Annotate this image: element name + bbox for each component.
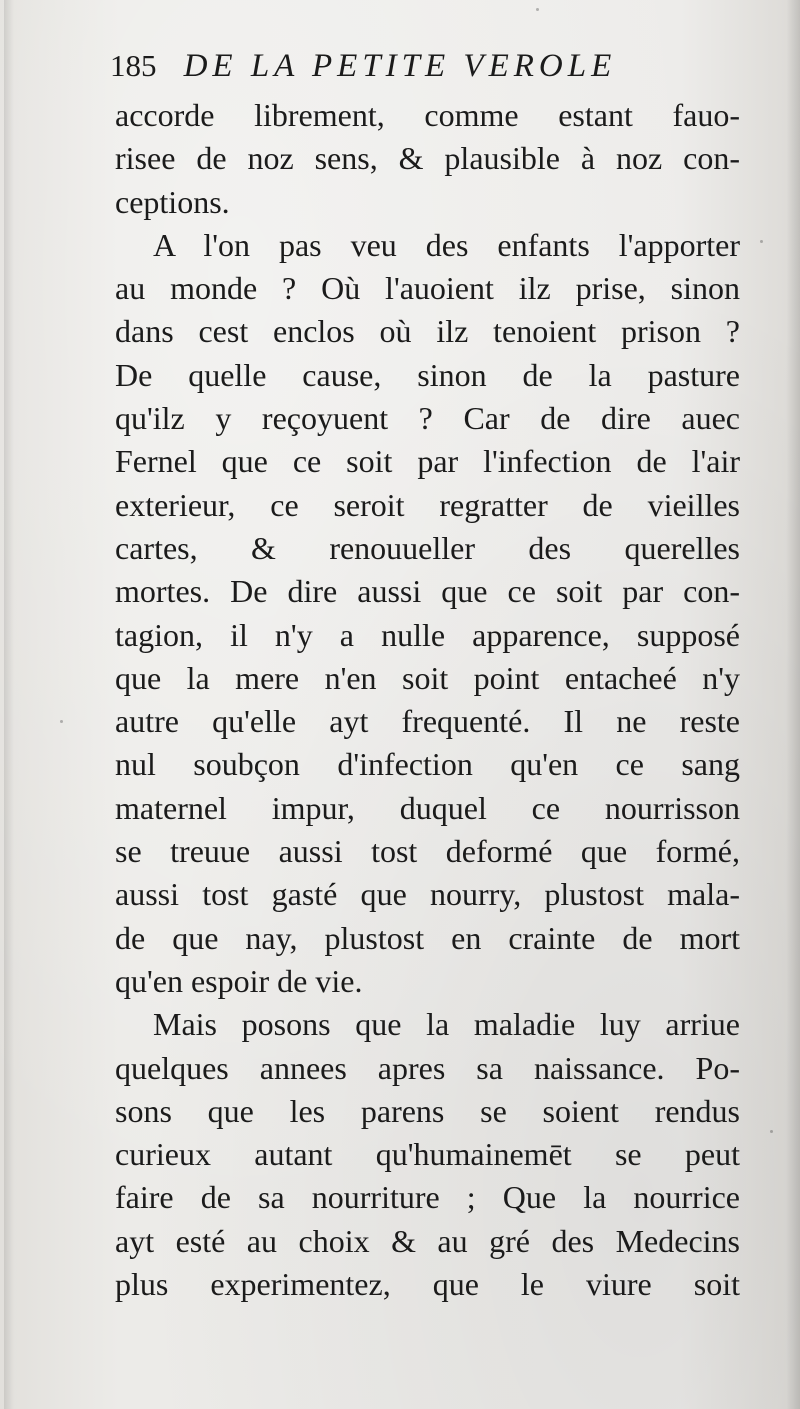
text-line: Fernel que ce soit par l'infection de l'air — [115, 443, 740, 480]
text-line: qu'ilz y reçoyuent ? Car de dire auec — [115, 400, 740, 437]
text-line: ceptions. — [115, 183, 230, 220]
text-line: mortes. De dire aussi que ce soit par con- — [115, 573, 740, 610]
paper-speck — [770, 1130, 773, 1133]
text-line: quelques annees apres sa naissance. Po- — [115, 1049, 740, 1086]
running-head — [110, 48, 750, 88]
text-line: A l'on pas veu des enfants l'apporter — [153, 226, 740, 263]
text-line: qu'en espoir de vie. — [115, 962, 363, 999]
text-line: aussi tost gasté que nourry, plustost mala- — [115, 876, 740, 913]
paper-speck — [60, 720, 63, 723]
text-line: curieux autant qu'humainemēt se peut — [115, 1136, 740, 1173]
text-line: de que nay, plustost en crainte de mort — [115, 919, 740, 956]
text-line: sons que les parens se soient rendus — [115, 1092, 740, 1129]
text-line: ayt esté au choix & au gré des Medecins — [115, 1222, 740, 1259]
text-line: se treuue aussi tost deformé que formé, — [115, 833, 740, 870]
text-line: exterieur, ce seroit regratter de vieilles — [115, 486, 740, 523]
page-number: 185 — [110, 48, 157, 83]
text-line: autre qu'elle ayt frequenté. Il ne reste — [115, 703, 740, 740]
text-line: Mais posons que la maladie luy arriue — [153, 1006, 740, 1043]
paper-speck — [760, 240, 763, 243]
text-line: risee de noz sens, & plausible à noz con- — [115, 140, 740, 177]
text-line: maternel impur, duquel ce nourrisson — [115, 789, 740, 826]
text-line: dans cest enclos où ilz tenoient prison ? — [115, 313, 740, 350]
running-title: DE LA PETITE VEROLE — [183, 48, 617, 84]
text-line: tagion, il n'y a nulle apparence, supposé — [115, 616, 740, 653]
paper-speck — [536, 8, 539, 11]
text-line: cartes, & renouueller des querelles — [115, 529, 740, 566]
text-line: faire de sa nourriture ; Que la nourrice — [115, 1179, 740, 1216]
text-line: nul soubçon d'infection qu'en ce sang — [115, 746, 740, 783]
text-line: au monde ? Où l'auoient ilz prise, sinon — [115, 270, 740, 307]
body-text — [115, 94, 740, 1306]
text-line: que la mere n'en soit point entacheé n'y — [115, 659, 740, 696]
text-line: De quelle cause, sinon de la pasture — [115, 356, 740, 393]
text-line: plus experimentez, que le viure soit — [115, 1266, 740, 1303]
text-line: accorde librement, comme estant fauo- — [115, 97, 740, 133]
